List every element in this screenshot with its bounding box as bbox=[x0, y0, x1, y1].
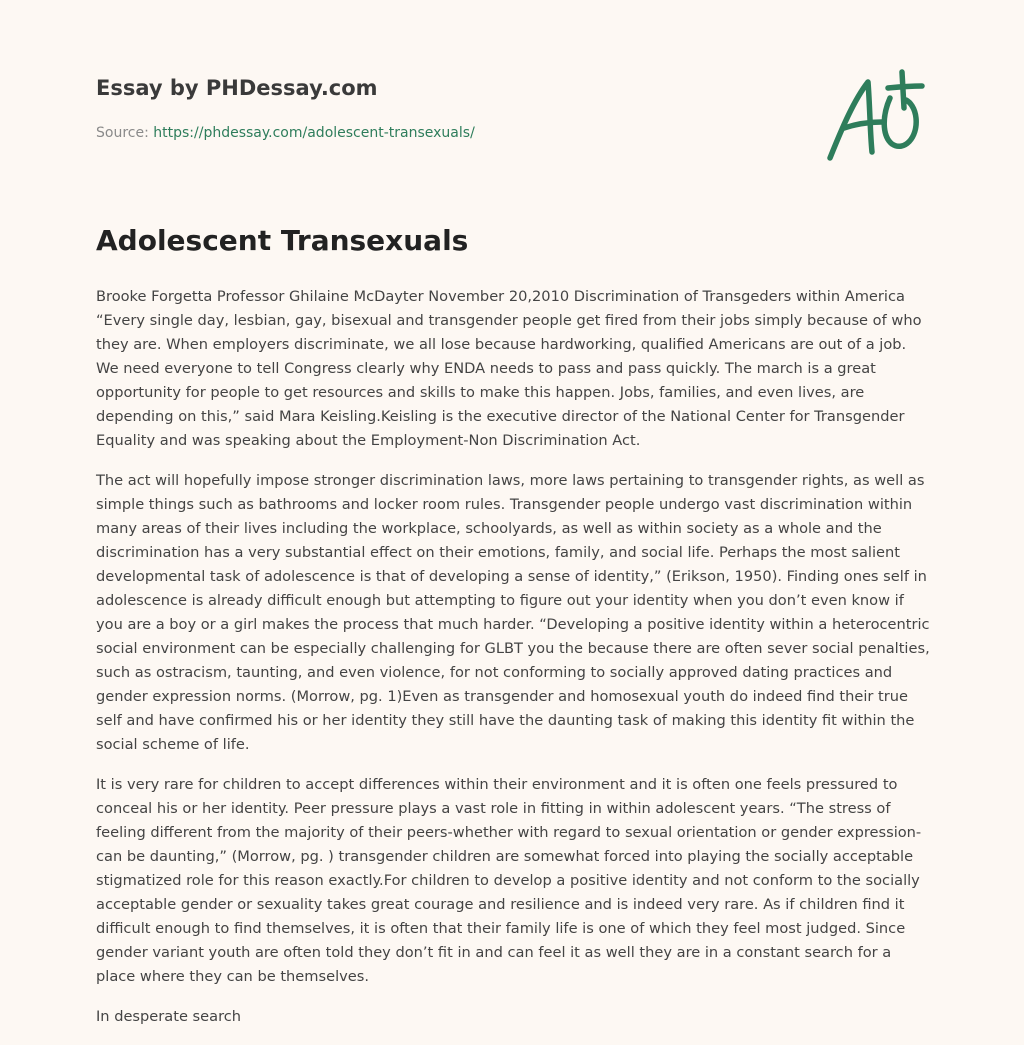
paragraph: It is very rare for children to accept differences within their environment and it is often one feels pressured to conceal his or her identity. Peer pressure plays a vast role in fitting in within adolescent years. “The stress of feeling different from the majority of their peers-whether with regard to sexual orientation or gender expression-can be daunting,” (Morrow, pg. ) transgender children are somewhat forced into playing the socially acceptable stigmatized role for this reason exactly.For children to develop a positive identity and not conform to the socially acceptable gender or sexuality takes great courage and resilience and is indeed very rare. As if children find it difficult enough to find themselves, it is often that their family life is one of which they feel most judged. Since gender variant youth are often told they don’t fit in and can feel it as well they are in a constant search for a place where they can be themselves. bbox=[96, 776, 922, 985]
source-label: Source: bbox=[96, 125, 149, 141]
paragraph: Brooke Forgetta Professor Ghilaine McDayter November 20,2010 Discrimination of Transgeders within America “Every single day, lesbian, gay, bisexual and transgender people get fired from their jobs simply because of who they are. When employers discriminate, we all lose because hardworking, qualified Americans are out of a job. We need everyone to tell Congress clearly why ENDA needs to pass and pass quickly. The march is a great opportunity for people to get resources and skills to make this happen. Jobs, families, and even lives, are depending on this,” said Mara Keisling.Keisling is the executive director of the National Center for Transgender Equality and was speaking about the Employment-Non Discrimination Act. bbox=[96, 288, 922, 449]
paragraph: In desperate search bbox=[96, 1008, 242, 1025]
article-body bbox=[96, 285, 932, 1045]
source-link[interactable]: https://phdessay.com/adolescent-transexuals/ bbox=[153, 125, 475, 141]
a-plus-logo-icon bbox=[820, 68, 930, 168]
paragraph: The act will hopefully impose stronger discrimination laws, more laws pertaining to transgender rights, as well as simple things such as bathrooms and locker room rules. Transgender people undergo vast discrimination within many areas of their lives including the workplace, schoolyards, as well as within society as a whole and the discrimination has a very substantial effect on their emotions, family, and social life. Perhaps the most salient developmental task of adolescence is that of developing a sense of identity,” (Erikson, 1950). Finding ones self in adolescence is already difficult enough but attempting to figure out your identity when you don’t even know if you are a boy or a girl makes the process that much harder. “Developing a positive identity within a heterocentric social environment can be especially challenging for GLBT you the because there are often sever social penalties, such as ostracism, taunting, and even violence, for not conforming to socially approved dating practices and gender expression norms. (Morrow, pg. 1)Even as transgender and homosexual youth do indeed find their true self and have confirmed his or her identity they still have the daunting task of making this identity fit within the social scheme of life. bbox=[96, 472, 930, 753]
site-brand: Essay by PHDessay.com bbox=[96, 76, 378, 100]
page-title: Adolescent Transexuals bbox=[96, 224, 469, 257]
source-line bbox=[96, 125, 475, 141]
